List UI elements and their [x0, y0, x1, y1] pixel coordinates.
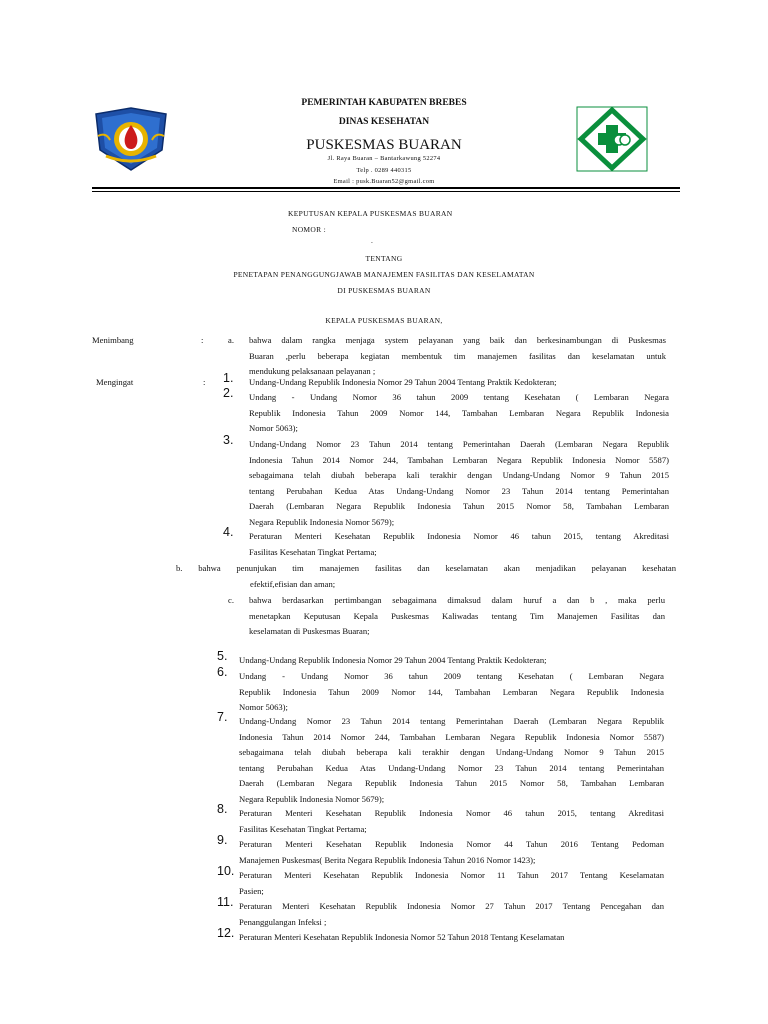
- item-number: 11.: [217, 895, 234, 909]
- text-line: Peraturan Menteri Kesehatan Republik Indonesia Nomor 52 Tahun 2018 Tentang Keselamatan: [239, 932, 565, 942]
- phone: Telp . 0289 440315: [356, 167, 412, 174]
- list-item: [239, 806, 664, 837]
- text-line: Daerah (Lembaran Negara Republik Indonesia Tahun 2015 Nomor 58, Tambahan Lembaran: [249, 501, 669, 512]
- list-item: [239, 837, 664, 868]
- point-a-letter: a.: [228, 335, 234, 345]
- text-line: Fasilitas Kesehatan Tingkat Pertama;: [239, 823, 367, 834]
- text-line: sebagaimana telah diubah beberapa kali terakhir dengan Undang-Undang Nomor 9 Tahun 2015: [239, 747, 664, 758]
- text-line: Undang-Undang Republik Indonesia Nomor 29 Tahun 2004 Tentang Praktik Kedokteran;: [249, 377, 557, 387]
- text-line: Peraturan Menteri Kesehatan Republik Indonesia Nomor 11 Tahun 2017 Tentang Keselamatan: [239, 870, 664, 880]
- text-line: Peraturan Menteri Kesehatan Republik Indonesia Nomor 46 tahun 2015, tentang Akreditasi: [239, 808, 664, 818]
- item-number: 8.: [217, 802, 228, 816]
- text-line: mendukung pelaksanaan pelayanan ;: [249, 366, 376, 377]
- menimbang-colon: :: [201, 335, 204, 345]
- gov-line: PEMERINTAH KABUPATEN BREBES: [301, 98, 467, 108]
- mengingat-label: Mengingat: [96, 377, 134, 387]
- tentang-label: TENTANG: [365, 254, 403, 263]
- text-line: Indonesia Tahun 2014 Nomor 244, Tambahan Lembaran Negara Republik Indonesia Nomor 5587): [249, 454, 669, 465]
- text-line: Undang-Undang Nomor 23 Tahun 2014 tentang Pemerintahan Daerah (Lembaran Negara Republik: [249, 439, 669, 449]
- puskesmas-green-cross-icon: [576, 106, 648, 172]
- list-item: [239, 714, 664, 808]
- text-line: tentang Perubahan Kedua Atas Undang-Undang Nomor 23 Tahun 2014 tentang Pemerintahan: [249, 485, 669, 496]
- text-line: Undang - Undang Nomor 36 tahun 2009 tentang Kesehatan ( Lembaran Negara: [239, 671, 664, 681]
- list-item: [249, 529, 669, 560]
- item-number: 12.: [217, 926, 235, 940]
- item-number: 2.: [223, 386, 234, 400]
- list-item: [239, 669, 664, 716]
- text-line: Undang-Undang Nomor 23 Tahun 2014 tentang Pemerintahan Daerah (Lembaran Negara Republik: [239, 716, 664, 726]
- item-number: 10.: [217, 864, 235, 878]
- point-c-letter: c.: [228, 595, 234, 605]
- mengingat-colon: :: [203, 377, 206, 387]
- text-line: Penanggulangan Infeksi ;: [239, 916, 327, 927]
- institution-title: PUSKESMAS BUARAN: [306, 137, 462, 153]
- text-line: Manajemen Puskesmas( Berita Negara Republik Indonesia Tahun 2016 Nomor 1423);: [239, 854, 536, 865]
- list-item: [239, 653, 664, 669]
- text-line: Republik Indonesia Tahun 2009 Nomor 144, Tambahan Lembaran Negara Republik Indonesia: [249, 407, 669, 418]
- item-number: 9.: [217, 833, 228, 847]
- text-line: menetapkan Keputusan Kepala Puskesmas Kaliwadas tentang Tim Manajemen Fasilitas dan: [249, 610, 665, 621]
- list-item: [239, 899, 664, 930]
- list-item: [249, 390, 669, 437]
- text-line: efektif,efisian dan aman;: [250, 578, 336, 589]
- list-item: [239, 930, 664, 946]
- list-item: [249, 437, 669, 531]
- header-rule-thin: [92, 191, 680, 192]
- item-number: 5.: [217, 649, 228, 663]
- item-number: 6.: [217, 665, 228, 679]
- item-number: 7.: [217, 710, 228, 724]
- text-line: Buaran ,perlu beberapa kegiatan membentuk tim manajemen fasilitas dan keselamatan untuk: [249, 350, 666, 361]
- item-number: 4.: [223, 525, 234, 539]
- address: Jl. Raya Buaran – Bantarkawung 52274: [327, 155, 441, 162]
- dept-line: DINAS KESEHATAN: [338, 117, 430, 127]
- text-line: Republik Indonesia Tahun 2009 Nomor 144, Tambahan Lembaran Negara Republik Indonesia: [239, 686, 664, 697]
- text-line: Daerah (Lembaran Negara Republik Indonesia Tahun 2015 Nomor 58, Tambahan Lembaran: [239, 778, 664, 789]
- text-line: Undang-Undang Republik Indonesia Nomor 29 Tahun 2004 Tentang Praktik Kedokteran;: [239, 655, 547, 665]
- text-line: b. bahwa penunjukan tim manajemen fasilitas dan keselamatan akan menjadikan pelayanan kesehatan: [176, 563, 676, 573]
- text-line: Nomor 5063);: [249, 423, 298, 434]
- decree-number: NOMOR :: [292, 225, 326, 234]
- text-line: Peraturan Menteri Kesehatan Republik Indonesia Nomor 46 tahun 2015, tentang Akreditasi: [249, 531, 669, 541]
- decree-title: KEPUTUSAN KEPALA PUSKESMAS BUARAN: [288, 209, 453, 218]
- email: Email : pusk.Buaran52@gmail.com: [333, 178, 435, 185]
- text-line: Nomor 5063);: [239, 702, 288, 713]
- menimbang-label: Menimbang: [92, 335, 134, 345]
- text-line: tentang Perubahan Kedua Atas Undang-Undang Nomor 23 Tahun 2014 tentang Pemerintahan: [239, 762, 664, 773]
- text-line: bahwa dalam rangka menjaga system pelayanan yang baik dan berkesinambungan di Puskesmas: [249, 335, 666, 345]
- point-a-text: [249, 333, 666, 380]
- item-number: 1.: [223, 371, 234, 385]
- point-b: [176, 561, 676, 592]
- list-item: [239, 868, 664, 899]
- text-line: bahwa berdasarkan pertimbangan sebagaimana dimaksud dalam huruf a dan b , maka perlu: [249, 595, 665, 605]
- subject-line-1: PENETAPAN PENANGGUNGJAWAB MANAJEMEN FASILITAS DAN KESELAMATAN: [233, 270, 535, 279]
- header-rule-thick: [92, 187, 680, 189]
- text-line: sebagaimana telah diubah beberapa kali terakhir dengan Undang-Undang Nomor 9 Tahun 2015: [249, 470, 669, 481]
- text-line: Peraturan Menteri Kesehatan Republik Indonesia Nomor 27 Tahun 2017 Tentang Pencegahan dan: [239, 901, 664, 911]
- kepala-heading: KEPALA PUSKESMAS BUARAN,: [325, 316, 443, 325]
- text-line: Negara Republik Indonesia Nomor 5679);: [239, 793, 385, 804]
- item-number: 3.: [223, 433, 234, 447]
- text-line: Undang - Undang Nomor 36 tahun 2009 tentang Kesehatan ( Lembaran Negara: [249, 392, 669, 402]
- text-line: Negara Republik Indonesia Nomor 5679);: [249, 516, 395, 527]
- text-line: Pasien;: [239, 885, 264, 896]
- text-line: Indonesia Tahun 2014 Nomor 244, Tambahan Lembaran Negara Republik Indonesia Nomor 5587): [239, 731, 664, 742]
- dot-mark: .: [371, 236, 374, 245]
- text-line: keselamatan di Puskesmas Buaran;: [249, 626, 370, 637]
- subject-line-2: DI PUSKESMAS BUARAN: [337, 286, 431, 295]
- point-c-text: [249, 593, 665, 640]
- list-item: [249, 375, 669, 391]
- text-line: Fasilitas Kesehatan Tingkat Pertama;: [249, 546, 377, 557]
- text-line: Peraturan Menteri Kesehatan Republik Indonesia Nomor 44 Tahun 2016 Tentang Pedoman: [239, 839, 664, 849]
